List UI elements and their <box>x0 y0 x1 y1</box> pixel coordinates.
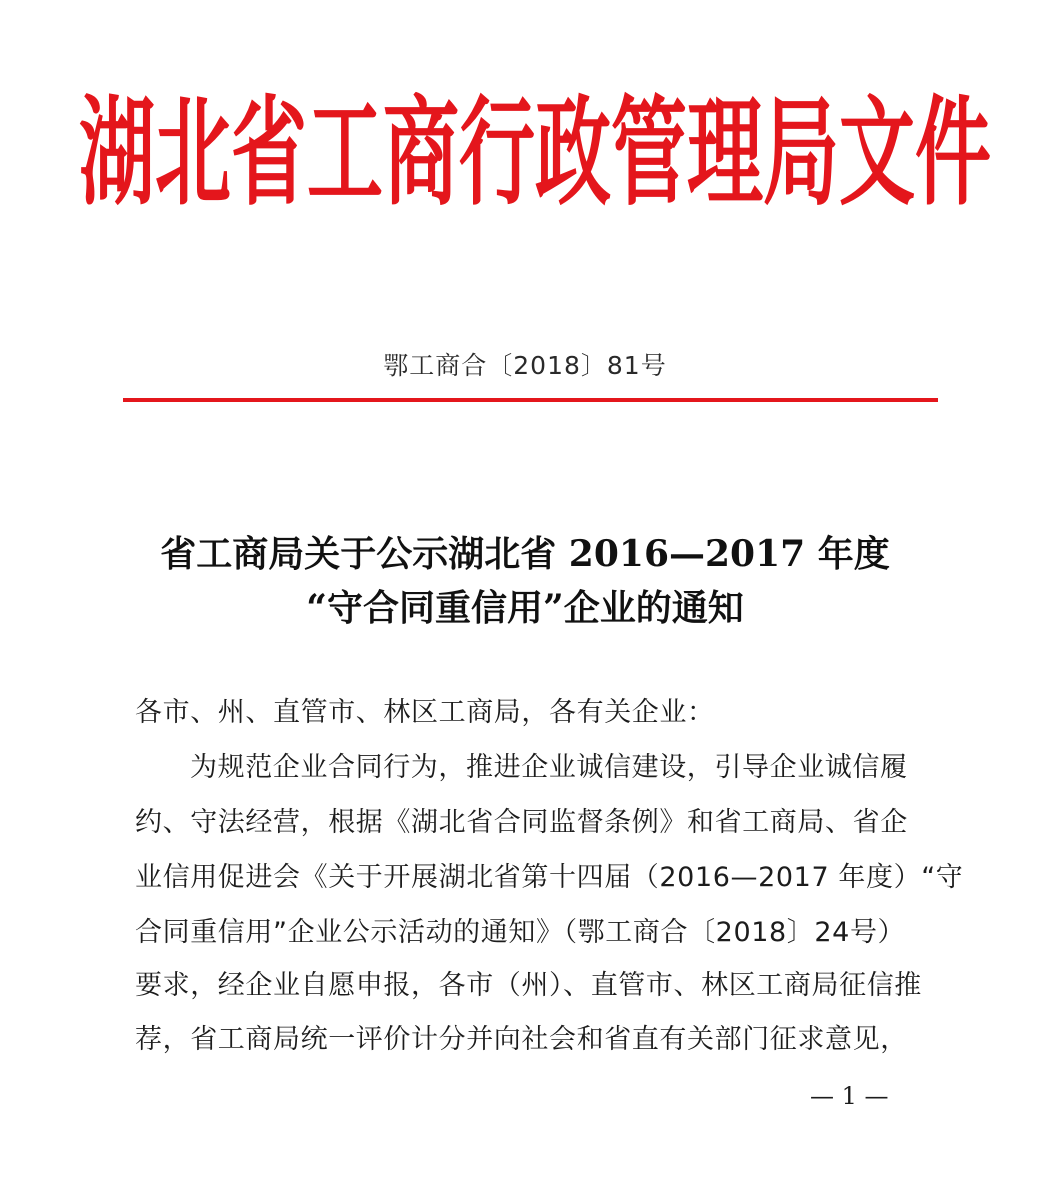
salutation: 各市、州、直管市、林区工商局，各有关企业： <box>135 697 715 728</box>
document-title-line-2: “守合同重信用”企业的通知 <box>306 587 744 629</box>
body-text-line: 为规范企业合同行为，推进企业诚信建设，引导企业诚信履 <box>190 752 908 783</box>
body-text-line: 要求，经企业自愿申报，各市（州）、直管市、林区工商局征信推 <box>135 970 922 1001</box>
document-title-line-1: 省工商局关于公示湖北省 2016—2017 年度 <box>160 533 890 575</box>
page-number: — 1 — <box>810 1082 889 1110</box>
document-number: 鄂工商合〔2018〕81号 <box>383 351 667 380</box>
body-text-line: 荐，省工商局统一评价计分并向社会和省直有关部门征求意见， <box>135 1024 908 1055</box>
body-text-line: 合同重信用”企业公示活动的通知》（鄂工商合〔2018〕24号） <box>135 917 906 948</box>
red-divider-line <box>123 398 938 402</box>
body-text-line: 约、守法经营，根据《湖北省合同监督条例》和省工商局、省企 <box>135 807 908 838</box>
issuer-masthead: 湖北省工商行政管理局文件 <box>79 83 991 222</box>
body-text-line: 业信用促进会《关于开展湖北省第十四届（2016—2017 年度）“守 <box>135 862 964 893</box>
